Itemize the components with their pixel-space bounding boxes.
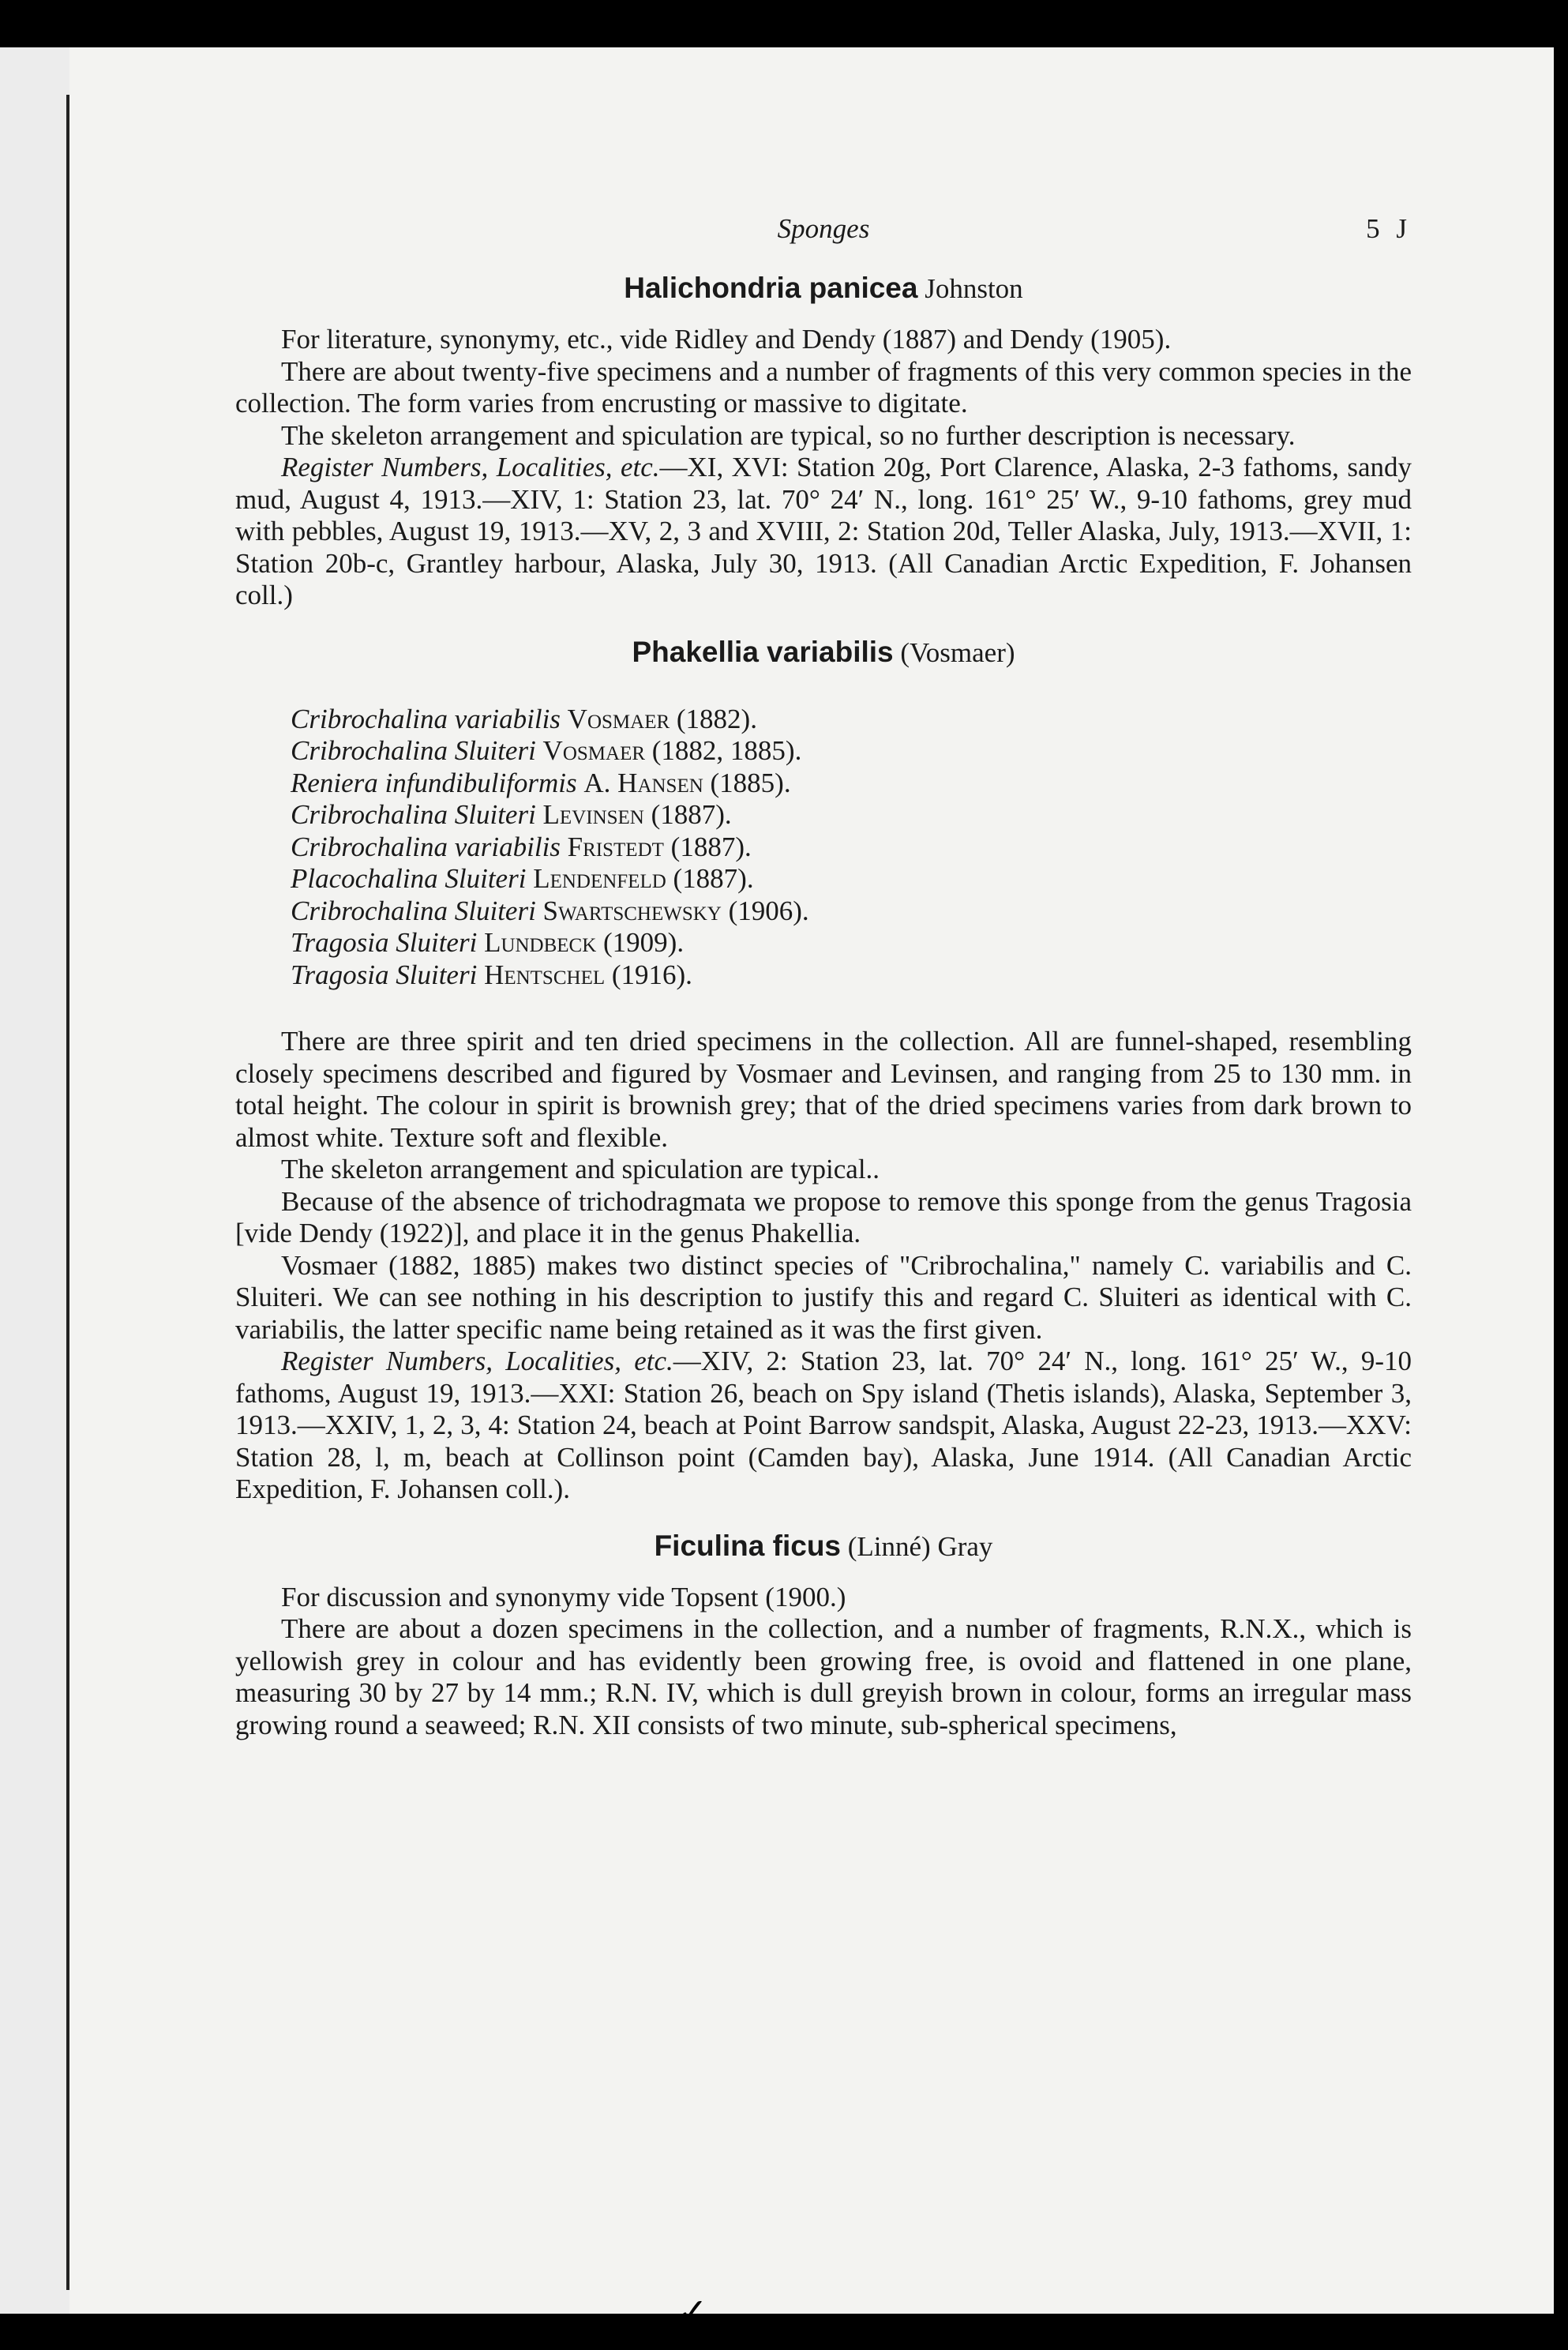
paragraph: The skeleton arrangement and spiculation are typical..	[281, 1154, 880, 1184]
synonym-year: (1887).	[670, 831, 752, 862]
synonym-name: Placochalina Sluiteri	[291, 863, 527, 894]
synonym-year: (1906).	[728, 895, 809, 926]
species-author: (Linné) Gray	[847, 1530, 993, 1562]
synonym-entry	[291, 959, 1412, 992]
species-author: (Vosmaer)	[900, 636, 1015, 668]
register-label: Register Numbers, Localities, etc.	[281, 452, 660, 482]
paragraph: For discussion and synonymy vide Topsent (1900.)	[281, 1581, 846, 1612]
synonym-year: (1885).	[710, 767, 791, 798]
species-author: Johnston	[925, 273, 1023, 304]
paragraph: There are about twenty-five specimens and a number of fragments of this very common species in the collection. The form varies from encrusting or massive to digitate.	[235, 355, 1412, 419]
ink-mark: ✓	[677, 2292, 708, 2332]
synonym-entry	[291, 895, 1412, 928]
species-name: Ficulina ficus	[654, 1529, 841, 1562]
register-paragraph	[235, 452, 1412, 612]
page-content	[235, 213, 1412, 1741]
synonym-author: Hentschel	[484, 959, 606, 990]
facing-page-edge	[0, 47, 69, 2314]
synonym-author: Levinsen	[542, 799, 644, 830]
synonym-year: (1887).	[673, 863, 754, 894]
synonym-author: Swartschewsky	[542, 895, 722, 926]
document-page	[69, 47, 1554, 2332]
synonym-name: Reniera infundibuliformis	[291, 767, 577, 798]
species-name: Halichondria panicea	[624, 272, 918, 304]
synonym-name: Cribrochalina Sluiteri	[291, 895, 536, 926]
synonym-entry	[291, 704, 1412, 736]
section-title-phakellia	[235, 636, 1412, 669]
register-text: —XIV, 2: Station 23, lat. 70° 24′ N., long. 161° 25′ W., 9-10 fathoms, August 19, 1913.—XXI: Station 26, beach on Spy island (Thetis islands), Alaska, September 3, 1913.—XXIV, 1, 2, 3, 4: Station 24, beach at Point Barrow sandspit, Alaska, August 22-23, 1913.—XXV: Station 28, l, m, beach at Collinson point (Camden bay), Alaska, June 1914. (All Canadian Arctic Expedition, F. Johansen coll.).	[235, 1346, 1412, 1504]
synonym-year: (1882).	[676, 703, 757, 734]
synonym-entry	[291, 927, 1412, 959]
register-label: Register Numbers, Localities, etc.	[281, 1346, 673, 1376]
synonym-year: (1882, 1885).	[651, 735, 802, 766]
species-name: Phakellia variabilis	[632, 635, 894, 668]
paragraph: For literature, synonymy, etc., vide Ridley and Dendy (1887) and Dendy (1905).	[281, 324, 1172, 355]
section-title-ficulina	[235, 1530, 1412, 1563]
paragraph: There are three spirit and ten dried specimens in the collection. All are funnel-shaped, resembling closely specimens described and figured by Vosmaer and Levinsen, and ranging from 25 to 130 mm. in total height. The colour in spirit is brownish grey; that of the dried specimens varies from dark brown to almost white. Texture soft and flexible.	[235, 1026, 1412, 1153]
synonym-entry	[291, 768, 1412, 800]
synonym-entry	[291, 832, 1412, 864]
section-title-halichondria	[235, 272, 1412, 305]
synonym-author: Lundbeck	[484, 927, 597, 958]
running-title: Sponges	[777, 213, 870, 244]
synonym-author: Lendenfeld	[533, 863, 666, 894]
synonym-name: Cribrochalina variabilis	[291, 703, 561, 734]
synonym-author: Vosmaer	[542, 735, 646, 766]
paragraph: There are about a dozen specimens in the collection, and a number of fragments, R.N.X., which is yellowish grey in colour and has evidently been growing free, is ovoid and flattened in one plane, measuring 30 by 27 by 14 mm.; R.N. IV, which is dull greyish brown in colour, forms an irregular mass growing round a seaweed; R.N. XII consists of two minute, sub-spherical specimens,	[235, 1613, 1412, 1740]
synonym-entry	[291, 799, 1412, 832]
synonym-year: (1909).	[603, 927, 685, 958]
synonym-author: A. Hansen	[583, 767, 703, 798]
paragraph: Vosmaer (1882, 1885) makes two distinct species of "Cribrochalina," namely C. variabilis and C. Sluiteri. We can see nothing in his description to justify this and regard C. Sluiteri as identical with C. variabilis, the latter specific name being retained as it was the first given.	[235, 1249, 1412, 1345]
synonym-name: Cribrochalina variabilis	[291, 831, 561, 862]
page-number: 5 J	[1366, 213, 1412, 244]
synonym-year: (1887).	[651, 799, 732, 830]
running-header	[235, 213, 1412, 261]
synonym-name: Tragosia Sluiteri	[291, 927, 478, 958]
synonym-entry	[291, 863, 1412, 895]
paragraph: Because of the absence of trichodragmata we propose to remove this sponge from the genus Tragosia [vide Dendy (1922)], and place it in the genus Phakellia.	[235, 1185, 1412, 1248]
synonym-name: Cribrochalina Sluiteri	[291, 735, 536, 766]
synonym-year: (1916).	[611, 959, 692, 990]
synonym-author: Fristedt	[567, 831, 664, 862]
synonym-author: Vosmaer	[567, 703, 670, 734]
synonymy-list	[291, 704, 1412, 992]
synonym-name: Tragosia Sluiteri	[291, 959, 478, 990]
paragraph: The skeleton arrangement and spiculation are typical, so no further description is necessary.	[281, 419, 1296, 451]
register-paragraph	[235, 1346, 1412, 1506]
register-text: —XI, XVI: Station 20g, Port Clarence, Alaska, 2-3 fathoms, sandy mud, August 4, 1913.—XIV, 1: Station 23, lat. 70° 24′ N., long. 161° 25′ W., 9-10 fathoms, grey mud with pebbles, August 19, 1913.—XV, 2, 3 and XVIII, 2: Station 20d, Teller Alaska, July, 1913.—XVII, 1: Station 20b-c, Grantley harbour, Alaska, July 30, 1913. (All Canadian Arctic Expedition, F. Johansen coll.)	[235, 452, 1412, 610]
synonym-name: Cribrochalina Sluiteri	[291, 799, 536, 830]
synonym-entry	[291, 735, 1412, 768]
